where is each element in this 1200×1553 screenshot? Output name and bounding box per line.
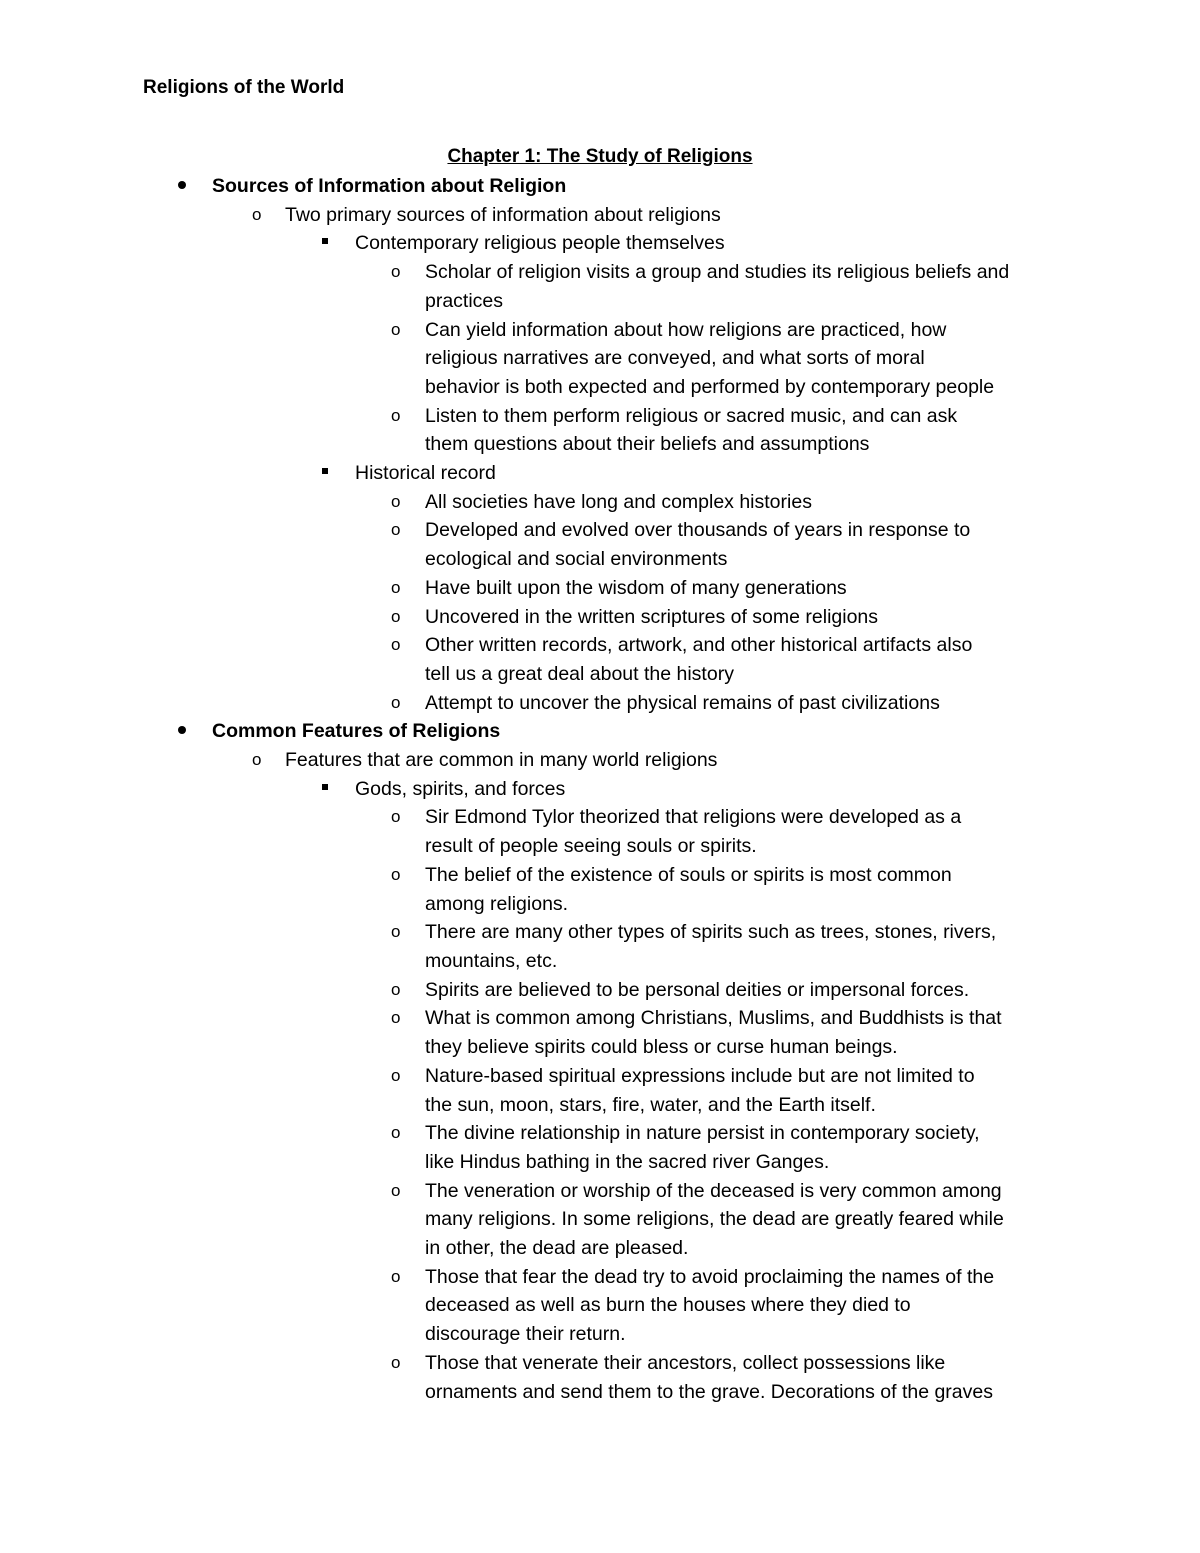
outline-item-line: Historical record	[355, 462, 496, 485]
bullet-circle-icon: o	[391, 405, 401, 425]
outline-item-line: Listen to them perform religious or sacred music, and can ask	[425, 404, 958, 427]
bullet-circle-icon: o	[252, 204, 262, 224]
outline-item-text	[425, 803, 1200, 860]
outline-item-line: Scholar of religion visits a group and studies its religious beliefs and	[425, 261, 1010, 284]
bullet-circle-icon: o	[391, 262, 401, 282]
outline-item-line: practices	[425, 289, 504, 312]
outline-item-line: them questions about their beliefs and assumptions	[425, 433, 870, 456]
outline-item-text	[425, 1263, 1200, 1349]
bullet-square-icon	[322, 229, 328, 258]
outline-item-line: Developed and evolved over thousands of years in response to	[425, 519, 971, 542]
outline-item-line: The belief of the existence of souls or spirits is most common	[425, 863, 952, 886]
outline-item-line: the sun, moon, stars, fire, water, and the Earth itself.	[425, 1093, 876, 1116]
bullet-circle-icon: o	[252, 750, 262, 770]
outline-item-line: Have built upon the wisdom of many generations	[425, 576, 847, 599]
outline-item-text	[425, 516, 1200, 573]
outline-item-line: Spirits are believed to be personal deities or impersonal forces.	[425, 978, 970, 1001]
outline-item-line: What is common among Christians, Muslims, and Buddhists is that	[425, 1007, 1002, 1030]
outline-item-level-4	[0, 258, 1200, 315]
outline-item-line: Those that fear the dead try to avoid proclaiming the names of the	[425, 1265, 995, 1288]
outline-item-level-4	[0, 316, 1200, 402]
outline-item-level-2	[0, 746, 1200, 775]
outline-item-line: ecological and social environments	[425, 548, 728, 571]
outline-item-line: Sir Edmond Tylor theorized that religions were developed as a	[425, 806, 962, 829]
bullet-circle-icon: o	[391, 922, 401, 942]
outline-item-text	[212, 717, 1200, 746]
chapter-title: Chapter 1: The Study of Religions	[447, 146, 753, 167]
outline-item-line: religious narratives are conveyed, and what sorts of moral	[425, 347, 925, 370]
outline-item-text	[212, 172, 1200, 201]
outline-item-text	[425, 574, 1200, 603]
bullet-square-icon	[322, 459, 328, 488]
outline-item-text	[355, 775, 1200, 804]
outline-item-text	[285, 201, 1200, 230]
outline-item-level-1	[0, 172, 1200, 201]
document-title: Religions of the World	[143, 77, 345, 98]
outline-item-level-4	[0, 516, 1200, 573]
outline-item-text	[425, 603, 1200, 632]
outline-item-text	[425, 918, 1200, 975]
outline-item-line: ornaments and send them to the grave. Decorations of the graves	[425, 1380, 993, 1403]
outline-item-level-4	[0, 1349, 1200, 1406]
outline-item-level-4	[0, 918, 1200, 975]
bullet-circle-icon: o	[391, 864, 401, 884]
outline-item-text	[355, 459, 1200, 488]
outline-item-level-4	[0, 1062, 1200, 1119]
bullet-circle-icon: o	[391, 1180, 401, 1200]
outline-item-line: All societies have long and complex histories	[425, 490, 812, 513]
outline-item-text	[425, 316, 1200, 402]
outline-item-level-1	[0, 717, 1200, 746]
outline-item-line: discourage their return.	[425, 1323, 626, 1346]
outline-item-level-2	[0, 201, 1200, 230]
outline-item-level-4	[0, 1004, 1200, 1061]
outline-item-line: deceased as well as burn the houses where they died to	[425, 1294, 911, 1317]
bullet-circle-icon: o	[391, 1266, 401, 1286]
outline-item-line: Those that venerate their ancestors, collect possessions like	[425, 1351, 946, 1374]
bullet-circle-icon: o	[391, 491, 401, 511]
outline-item-line: they believe spirits could bless or curse human beings.	[425, 1036, 898, 1059]
outline-item-line: The divine relationship in nature persist in contemporary society,	[425, 1122, 980, 1145]
bullet-circle-icon: o	[391, 1352, 401, 1372]
outline-item-line: like Hindus bathing in the sacred river Ganges.	[425, 1150, 830, 1173]
outline-item-level-4	[0, 1263, 1200, 1349]
outline-item-text	[425, 1062, 1200, 1119]
outline-item-level-4	[0, 488, 1200, 517]
outline-item-level-4	[0, 603, 1200, 632]
outline-item-level-3	[0, 459, 1200, 488]
bullet-circle-icon: o	[391, 1065, 401, 1085]
bullet-circle-icon: o	[391, 692, 401, 712]
bullet-circle-icon: o	[391, 635, 401, 655]
bullet-circle-icon: o	[391, 520, 401, 540]
outline-item-text	[425, 258, 1200, 315]
outline-item-text	[425, 689, 1200, 718]
outline-item-level-4	[0, 689, 1200, 718]
outline-item-text	[355, 229, 1200, 258]
bullet-circle-icon: o	[391, 979, 401, 999]
bullet-circle-icon: o	[391, 1008, 401, 1028]
outline-item-line: in other, the dead are pleased.	[425, 1237, 689, 1260]
outline-item-line: result of people seeing souls or spirits.	[425, 835, 757, 858]
outline-item-level-3	[0, 775, 1200, 804]
outline-item-line: Two primary sources of information about religions	[285, 203, 721, 226]
outline-item-line: among religions.	[425, 892, 569, 915]
bullet-dot-icon	[178, 717, 186, 746]
bullet-circle-icon: o	[391, 319, 401, 339]
bullet-circle-icon: o	[391, 807, 401, 827]
outline-item-text	[425, 1119, 1200, 1176]
outline-item-level-4	[0, 976, 1200, 1005]
outline-item-text	[425, 631, 1200, 688]
outline-item-level-4	[0, 861, 1200, 918]
outline-item-text	[425, 861, 1200, 918]
outline-item-level-4	[0, 1177, 1200, 1263]
outline-item-text	[425, 488, 1200, 517]
outline-item-line: Can yield information about how religions are practiced, how	[425, 318, 947, 341]
outline-item-line: Other written records, artwork, and other historical artifacts also	[425, 634, 973, 657]
outline-item-text	[425, 1349, 1200, 1406]
outline-item-text	[425, 1177, 1200, 1263]
outline-item-line: behavior is both expected and performed by contemporary people	[425, 375, 995, 398]
outline-item-line: There are many other types of spirits such as trees, stones, rivers,	[425, 921, 997, 944]
outline-item-level-4	[0, 402, 1200, 459]
bullet-dot-icon	[178, 172, 186, 201]
outline-item-line: Gods, spirits, and forces	[355, 777, 566, 800]
outline-item-line: Common Features of Religions	[212, 720, 501, 743]
outline-item-level-4	[0, 631, 1200, 688]
outline-item-line: Contemporary religious people themselves	[355, 232, 725, 255]
bullet-circle-icon: o	[391, 577, 401, 597]
outline-item-line: mountains, etc.	[425, 949, 558, 972]
bullet-square-icon	[322, 775, 328, 804]
outline-item-line: Sources of Information about Religion	[212, 175, 567, 197]
outline-item-line: Uncovered in the written scriptures of some religions	[425, 605, 879, 628]
outline-item-level-3	[0, 229, 1200, 258]
outline-item-line: Attempt to uncover the physical remains of past civilizations	[425, 691, 940, 714]
outline-item-level-4	[0, 1119, 1200, 1176]
bullet-circle-icon: o	[391, 606, 401, 626]
outline-item-level-4	[0, 574, 1200, 603]
outline-item-level-4	[0, 803, 1200, 860]
outline-item-line: The veneration or worship of the deceased is very common among	[425, 1179, 1002, 1202]
outline-item-text	[285, 746, 1200, 775]
outline-item-line: Nature-based spiritual expressions include but are not limited to	[425, 1064, 975, 1087]
outline-item-text	[425, 402, 1200, 459]
outline-item-line: many religions. In some religions, the dead are greatly feared while	[425, 1208, 1004, 1231]
outline-list	[0, 172, 1200, 1406]
outline-item-text	[425, 976, 1200, 1005]
bullet-circle-icon: o	[391, 1123, 401, 1143]
outline-item-line: Features that are common in many world religions	[285, 749, 718, 772]
outline-item-text	[425, 1004, 1200, 1061]
outline-item-line: tell us a great deal about the history	[425, 662, 734, 685]
